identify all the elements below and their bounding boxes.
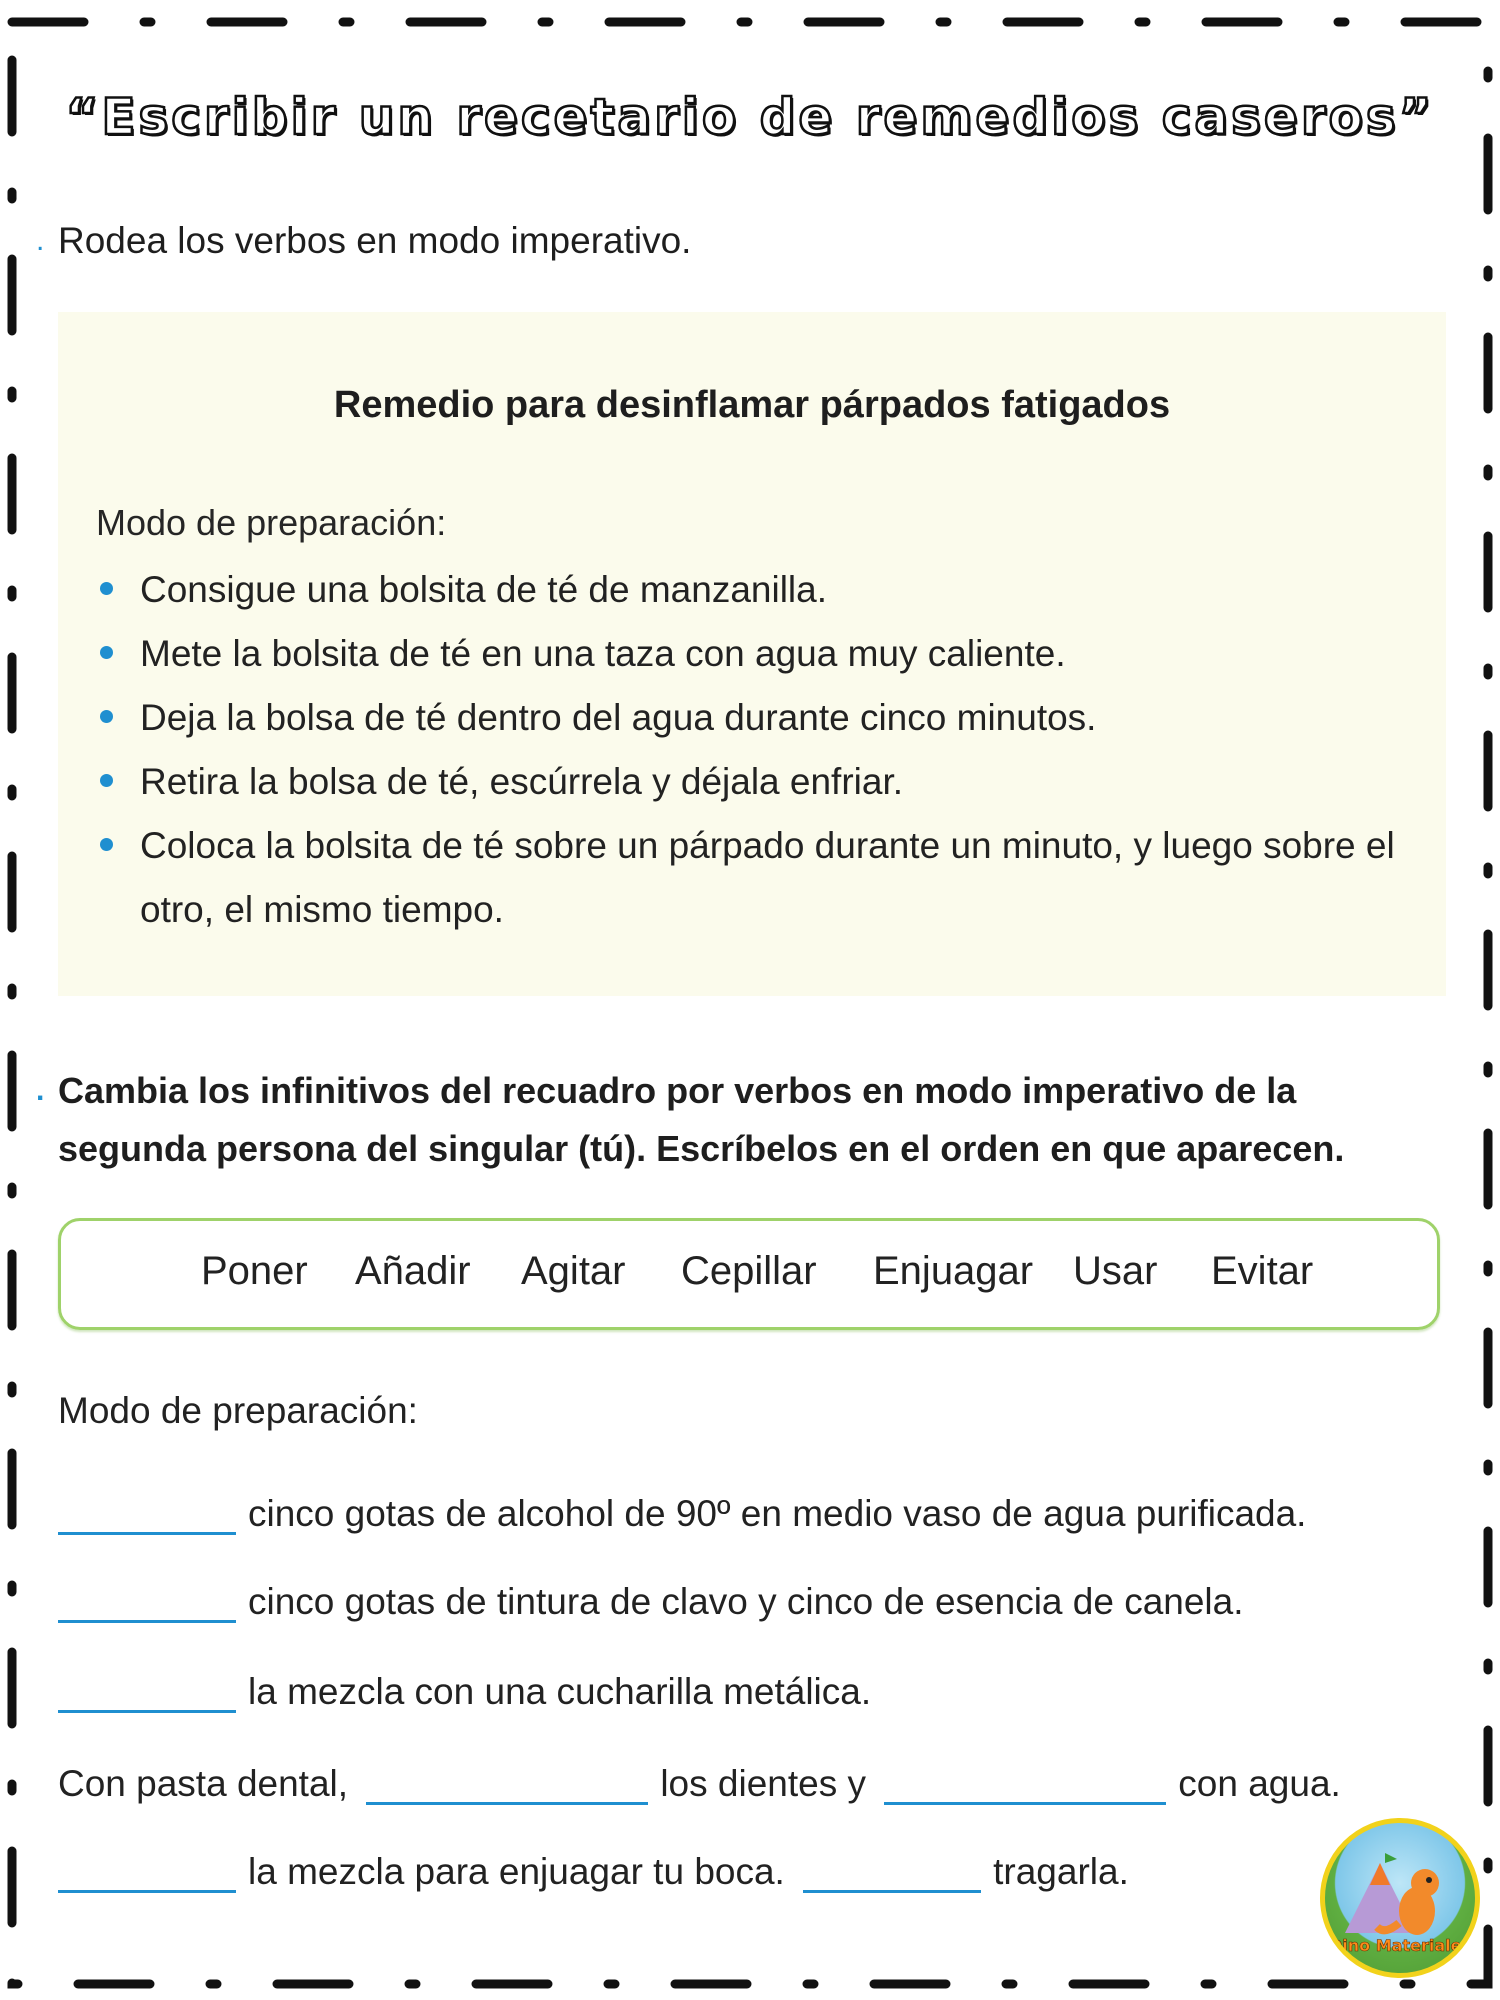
- line-text: la mezcla para enjuagar tu boca.: [248, 1851, 785, 1892]
- logo-text: Dino Materiales: [1329, 1936, 1471, 1955]
- activity1-instruction: Rodea los verbos en modo imperativo.: [58, 220, 692, 261]
- list-item: [96, 814, 1396, 942]
- answer-blank[interactable]: [58, 1574, 236, 1623]
- recipe-subheading: Modo de preparación:: [96, 502, 447, 543]
- fill-line-5: [58, 1844, 1129, 1893]
- fill-line-1: [58, 1486, 1306, 1535]
- list-item: [96, 622, 1396, 686]
- step-text: Deja la bolsa de té dentro del agua durante cinco minutos.: [140, 697, 1097, 738]
- recipe-box: [58, 312, 1446, 996]
- line-text: tragarla.: [993, 1851, 1129, 1892]
- fill-line-2: [58, 1574, 1244, 1623]
- fill-line-4: [58, 1756, 1341, 1805]
- answer-blank[interactable]: [366, 1756, 648, 1805]
- line-text: con agua.: [1178, 1763, 1341, 1804]
- word-bank-item: Evitar: [1211, 1249, 1314, 1293]
- list-item: [96, 558, 1396, 622]
- bullet-icon: [100, 646, 113, 659]
- page-title: “Escribir un recetario de remedios caseros”: [65, 88, 1435, 146]
- word-bank-item: Añadir: [355, 1249, 471, 1293]
- bullet-dot-icon: .: [36, 224, 45, 257]
- fill-line-3: [58, 1664, 871, 1713]
- answer-blank[interactable]: [58, 1486, 236, 1535]
- word-bank-item: Usar: [1073, 1249, 1158, 1293]
- activity2-instruction: Cambia los infinitivos del recuadro por verbos en modo imperativo de la segunda persona del singular (tú). Escríbelos en el orden en que aparecen.: [58, 1070, 1345, 1169]
- step-text: Retira la bolsa de té, escúrrela y déjala enfriar.: [140, 761, 904, 802]
- answer-blank[interactable]: [803, 1844, 981, 1893]
- activity2-instruction-row: [36, 1062, 1378, 1178]
- word-bank-item: Cepillar: [681, 1249, 817, 1293]
- recipe-title: Remedio para desinflamar párpados fatigados: [333, 384, 1171, 426]
- answer-blank[interactable]: [58, 1664, 236, 1713]
- line-text: los dientes y: [660, 1763, 866, 1804]
- bullet-icon: [100, 710, 113, 723]
- word-bank-box: [58, 1218, 1440, 1330]
- line-text: cinco gotas de tintura de clavo y cinco de esencia de canela.: [248, 1581, 1244, 1622]
- word-bank-item: Enjuagar: [873, 1249, 1034, 1293]
- line-text: Con pasta dental,: [58, 1763, 349, 1804]
- word-bank-item: Agitar: [521, 1249, 626, 1293]
- step-text: Consigue una bolsita de té de manzanilla.: [140, 569, 828, 610]
- line-text: la mezcla con una cucharilla metálica.: [248, 1671, 872, 1712]
- bullet-icon: [100, 582, 113, 595]
- bullet-icon: [100, 838, 113, 851]
- activity2-subheading: Modo de preparación:: [58, 1390, 418, 1431]
- bullet-dot-icon: .: [36, 1074, 45, 1107]
- recipe-steps-list: [96, 558, 1396, 942]
- answer-blank[interactable]: [884, 1756, 1166, 1805]
- dino-logo: [1320, 1818, 1480, 1978]
- bullet-icon: [100, 774, 113, 787]
- list-item: [96, 750, 1396, 814]
- list-item: [96, 686, 1396, 750]
- line-text: cinco gotas de alcohol de 90º en medio vaso de agua purificada.: [248, 1493, 1307, 1534]
- step-text: Mete la bolsita de té en una taza con agua muy caliente.: [140, 633, 1066, 674]
- answer-blank[interactable]: [58, 1844, 236, 1893]
- step-text: Coloca la bolsita de té sobre un párpado durante un minuto, y luego sobre el otro, el mismo tiempo.: [140, 825, 1395, 930]
- activity1-instruction-row: [36, 212, 692, 270]
- word-bank-item: Poner: [201, 1249, 308, 1293]
